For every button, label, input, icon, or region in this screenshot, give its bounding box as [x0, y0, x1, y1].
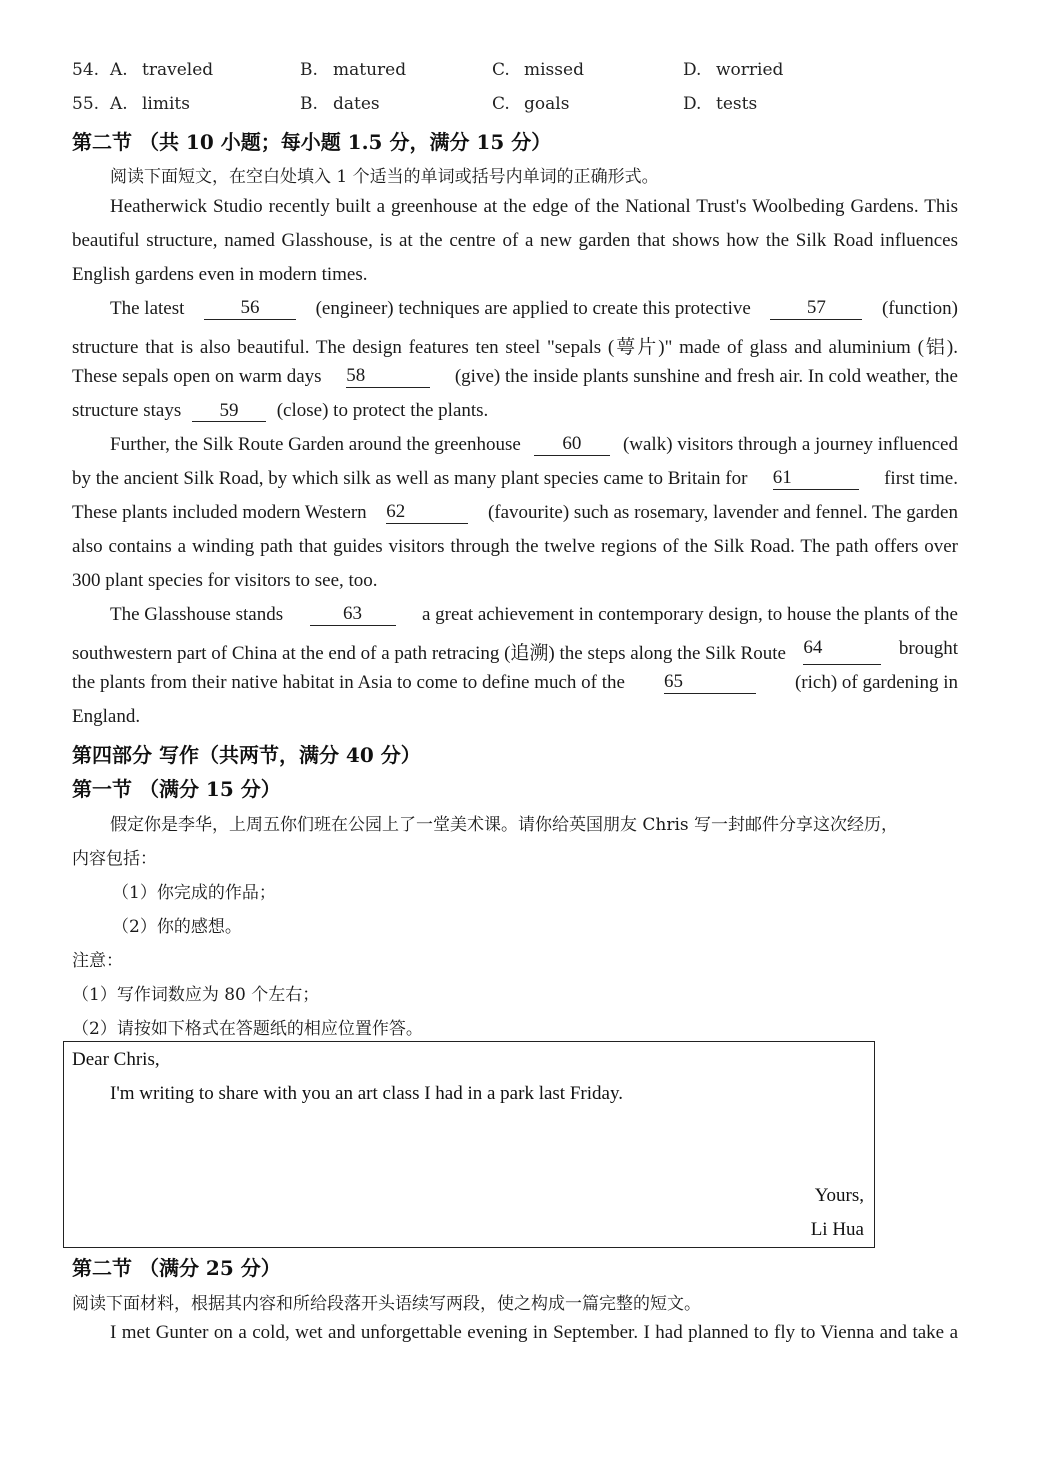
option-letter: C.	[492, 60, 510, 80]
passage-text: (give) the inside plants sunshine and fresh air. In cold weather, the	[454, 366, 958, 387]
option-b: dates	[333, 94, 380, 114]
passage-line	[72, 672, 958, 694]
writing-prompt: 假定你是李华，上周五你们班在公园上了一堂美术课。请你给英国朋友 Chris 写一封邮件分享这次经历，	[110, 815, 899, 835]
passage-text: structure stays	[72, 400, 182, 421]
passage-line	[72, 366, 958, 388]
passage-text: (engineer) techniques are applied to create this protective	[315, 298, 751, 319]
question-54	[72, 60, 972, 84]
option-d: tests	[716, 94, 758, 114]
question-number: 54.	[72, 60, 100, 80]
section-heading: 第一节 （满分 15 分）	[72, 777, 281, 801]
blank-56[interactable]: 56	[204, 298, 296, 320]
option-letter: C.	[492, 94, 510, 114]
letter-greeting: Dear Chris,	[72, 1049, 160, 1070]
note-title: 注意：	[72, 951, 123, 971]
section-instruction: 阅读下面短文，在空白处填入 1 个适当的单词或括号内单词的正确形式。	[110, 167, 659, 187]
option-letter: A.	[110, 60, 128, 80]
passage-line: 300 plant species for visitors to see, too.	[72, 570, 378, 591]
passage-text: These plants included modern Western	[72, 502, 367, 523]
passage-line: beautiful structure, named Glasshouse, is at the centre of a new garden that shows how the Silk Road influences	[72, 230, 958, 251]
story-start: I met Gunter on a cold, wet and unforgettable evening in September. I had planned to fly to Vienna and take a	[110, 1322, 958, 1343]
passage-line: structure that is also beautiful. The design features ten steel "sepals (萼片)" made of glass and aluminium (铝).	[72, 337, 958, 358]
option-letter: D.	[683, 60, 702, 80]
passage-text: first time.	[884, 468, 958, 489]
passage-text: The latest	[110, 298, 185, 319]
passage-text: (function)	[881, 298, 958, 319]
passage-text: brought	[898, 638, 958, 659]
passage-line: Heatherwick Studio recently built a greenhouse at the edge of the National Trust's Woolbeding Gardens. This	[110, 196, 958, 217]
question-55	[72, 94, 972, 118]
passage-line: also contains a winding path that guides visitors through the twelve regions of the Silk Road. The path offers over	[72, 536, 958, 557]
note-item: （1）写作词数应为 80 个左右；	[72, 985, 320, 1005]
letter-closing: Yours,	[814, 1185, 864, 1206]
passage-text: These sepals open on warm days	[72, 366, 322, 387]
letter-answer-box[interactable]	[63, 1041, 875, 1248]
option-letter: D.	[683, 94, 702, 114]
option-letter: A.	[110, 94, 128, 114]
passage-text: the plants from their native habitat in Asia to come to define much of the	[72, 672, 625, 693]
passage-text: (favourite) such as rosemary, lavender and fennel. The garden	[487, 502, 958, 523]
passage-text: (rich) of gardening in	[794, 672, 958, 693]
section-heading: 第二节 （共 10 小题；每小题 1.5 分，满分 15 分）	[72, 130, 552, 154]
writing-item: （1）你完成的作品；	[112, 883, 276, 903]
passage-text: Further, the Silk Route Garden around the greenhouse	[110, 434, 521, 455]
part-heading: 第四部分 写作（共两节，满分 40 分）	[72, 743, 421, 767]
option-letter: B.	[300, 94, 318, 114]
passage-text: The Glasshouse stands	[110, 604, 284, 625]
passage-line	[110, 298, 958, 320]
blank-65[interactable]: 65	[664, 672, 756, 694]
section-heading: 第二节 （满分 25 分）	[72, 1256, 281, 1280]
passage-text: southwestern part of China at the end of a path retracing (追溯) the steps along the Silk Route	[72, 643, 786, 664]
option-a: traveled	[142, 60, 214, 80]
option-b: matured	[333, 60, 407, 80]
passage-text: (close) to protect the plants.	[276, 400, 489, 421]
writing-prompt: 内容包括：	[72, 849, 157, 869]
option-d: worried	[716, 60, 784, 80]
passage-text: by the ancient Silk Road, by which silk as well as many plant species came to Britain for	[72, 468, 748, 489]
blank-63[interactable]: 63	[310, 604, 396, 626]
passage-line	[110, 604, 958, 626]
passage-text: a great achievement in contemporary design, to house the plants of the	[421, 604, 958, 625]
blank-62[interactable]: 62	[386, 502, 468, 524]
letter-signature: Li Hua	[810, 1219, 864, 1240]
blank-64[interactable]: 64	[803, 638, 881, 665]
blank-57[interactable]: 57	[770, 298, 862, 320]
blank-59[interactable]: 59	[192, 401, 266, 422]
passage-line	[110, 434, 958, 456]
option-a: limits	[142, 94, 190, 114]
passage-line: England.	[72, 706, 141, 727]
passage-line	[72, 638, 958, 665]
blank-58[interactable]: 58	[346, 366, 430, 388]
writing-item: （2）你的感想。	[112, 917, 242, 937]
passage-line	[72, 468, 958, 490]
option-c: missed	[524, 60, 584, 80]
passage-line	[72, 400, 488, 422]
section-instruction: 阅读下面材料，根据其内容和所给段落开头语续写两段，使之构成一篇完整的短文。	[72, 1294, 701, 1314]
blank-60[interactable]: 60	[534, 434, 610, 456]
letter-opening: I'm writing to share with you an art class I had in a park last Friday.	[110, 1083, 623, 1104]
passage-line	[72, 502, 958, 524]
option-c: goals	[524, 94, 570, 114]
passage-text: (walk) visitors through a journey influenced	[622, 434, 958, 455]
passage-line: English gardens even in modern times.	[72, 264, 368, 285]
note-item: （2）请按如下格式在答题纸的相应位置作答。	[72, 1019, 423, 1039]
question-number: 55.	[72, 94, 100, 114]
option-letter: B.	[300, 60, 318, 80]
blank-61[interactable]: 61	[773, 468, 859, 490]
